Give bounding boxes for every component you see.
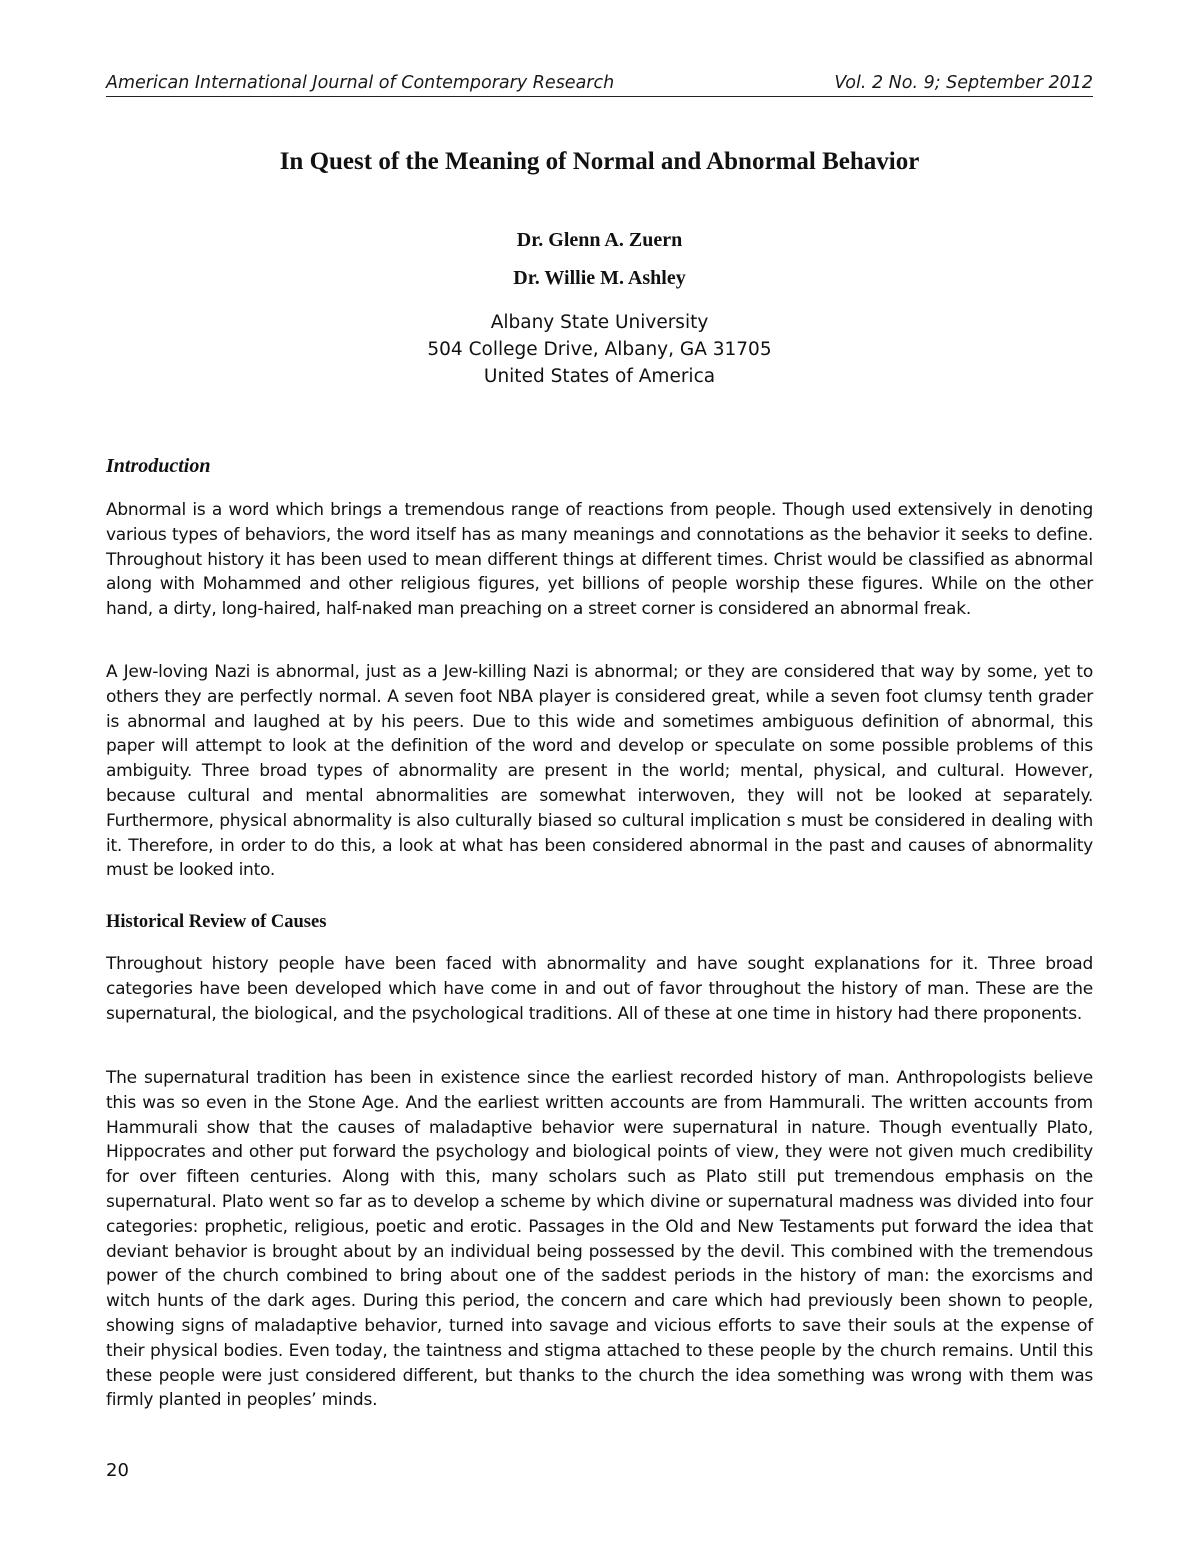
body-paragraph: The supernatural tradition has been in existence since the earliest recorded history of man. Anthropologists believe this was so even in the Stone Age. And the earliest written accounts are from Hammurali. The written accounts from Hammurali show that the causes of maladaptive behavior were supernatural in nature. Though eventually Plato, Hippocrates and other put forward the psychology and biological points of view, they were not given much credibility for over fifteen centuries. Along with this, many scholars such as Plato still put tremendous emphasis on the supernatural. Plato went so far as to develop a scheme by which divine or supernatural madness was divided into four categories: prophetic, religious, poetic and erotic. Passages in the Old and New Testaments put forward the idea that deviant behavior is brought about by an individual being possessed by the devil. This combined with the tremendous power of the church combined to bring about one of the saddest periods in the history of man: the exorcisms and witch hunts of the dark ages. During this period, the concern and care which had previously been shown to people, showing signs of maladaptive behavior, turned into savage and vicious efforts to save their souls at the expense of their physical bodies. Even today, the taintness and stigma attached to these people by the church remains. Until this these people were just considered different, but thanks to the church the idea something was wrong with them was firmly planted in peoples’ minds. [106, 1068, 1093, 1411]
section-heading-historical-review: Historical Review of Causes [106, 912, 327, 932]
author-name: Dr. Glenn A. Zuern [516, 229, 683, 251]
affiliation-institution: Albany State University [490, 312, 709, 333]
affiliation-address: 504 College Drive, Albany, GA 31705 [427, 339, 772, 360]
author-name: Dr. Willie M. Ashley [513, 267, 686, 289]
page-number: 20 [106, 1460, 129, 1481]
body-paragraph: A Jew-loving Nazi is abnormal, just as a Jew-killing Nazi is abnormal; or they are considered that way by some, yet to others they are perfectly normal. A seven foot NBA player is considered great, while a seven foot clumsy tenth grader is abnormal and laughed at by his peers. Due to this wide and sometimes ambiguous definition of abnormal, this paper will attempt to look at the definition of the word and develop or speculate on some possible problems of this ambiguity. Three broad types of abnormality are present in the world; mental, physical, and cultural. However, because cultural and mental abnormalities are somewhat interwoven, they will not be looked at separately. Furthermore, physical abnormality is also culturally biased so cultural implication s must be considered in dealing with it. Therefore, in order to do this, a look at what has been considered abnormal in the past and causes of abnormality must be looked into. [106, 662, 1093, 881]
section-heading-introduction: Introduction [106, 455, 211, 477]
issue-info: Vol. 2 No. 9; September 2012 [834, 73, 1093, 93]
body-paragraph: Abnormal is a word which brings a tremendous range of reactions from people. Though used extensively in denoting various types of behaviors, the word itself has as many meanings and connotations as the behavior it seeks to define. Throughout history it has been used to mean different things at different times. Christ would be classified as abnormal along with Mohammed and other religious figures, yet billions of people worship these figures. While on the other hand, a dirty, long-haired, half-naked man preaching on a street corner is considered an abnormal freak. [106, 500, 1093, 620]
body-paragraph: Throughout history people have been faced with abnormality and have sought explanations for it. Three broad categories have been developed which have come in and out of favor throughout the history of man. These are the supernatural, the biological, and the psychological traditions. All of these at one time in history had there proponents. [106, 954, 1093, 1024]
affiliation-country: United States of America [483, 366, 716, 387]
journal-name: American International Journal of Contemporary Research [106, 73, 615, 93]
article-title: In Quest of the Meaning of Normal and Abnormal Behavior [279, 148, 920, 175]
running-header [106, 70, 1093, 97]
author-affiliation [106, 309, 1093, 390]
